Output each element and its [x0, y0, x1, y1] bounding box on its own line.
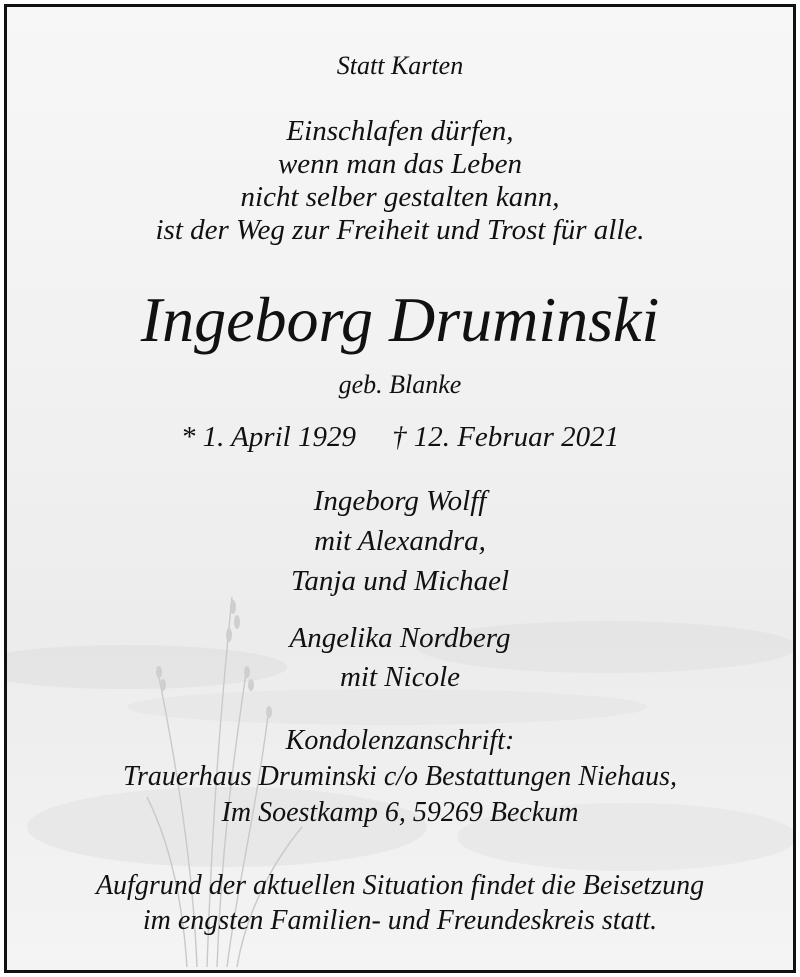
family-line: mit Alexandra,	[314, 525, 486, 557]
poem-line: nicht selber gestalten kann,	[240, 181, 560, 213]
life-dates	[7, 419, 793, 455]
family-line: Ingeborg Wolff	[313, 485, 487, 517]
poem-line: ist der Weg zur Freiheit und Trost für alle.	[155, 214, 645, 246]
family-line: Tanja und Michael	[290, 565, 510, 597]
address-line: Im Soestkamp 6, 59269 Beckum	[221, 797, 579, 828]
poem-line: wenn man das Leben	[277, 148, 523, 180]
family-line: mit Nicole	[339, 661, 460, 693]
header-text: Statt Karten	[336, 51, 464, 80]
deceased-name: Ingeborg Druminski	[140, 284, 660, 355]
birth-date: * 1. April 1929	[180, 421, 356, 453]
family-line: Angelika Nordberg	[289, 622, 511, 654]
notice-line: Aufgrund der aktuellen Situation findet die Beisetzung	[95, 870, 705, 901]
address-label: Kondolenzanschrift:	[285, 725, 515, 756]
poem-line: Einschlafen dürfen,	[286, 115, 514, 147]
notice-line: im engsten Familien- und Freundeskreis statt.	[142, 905, 658, 936]
obituary-frame	[4, 4, 796, 973]
address-line: Trauerhaus Druminski c/o Bestattungen Niehaus,	[122, 761, 678, 792]
maiden-name: geb. Blanke	[338, 370, 462, 399]
death-date: † 12. Februar 2021	[391, 421, 620, 453]
